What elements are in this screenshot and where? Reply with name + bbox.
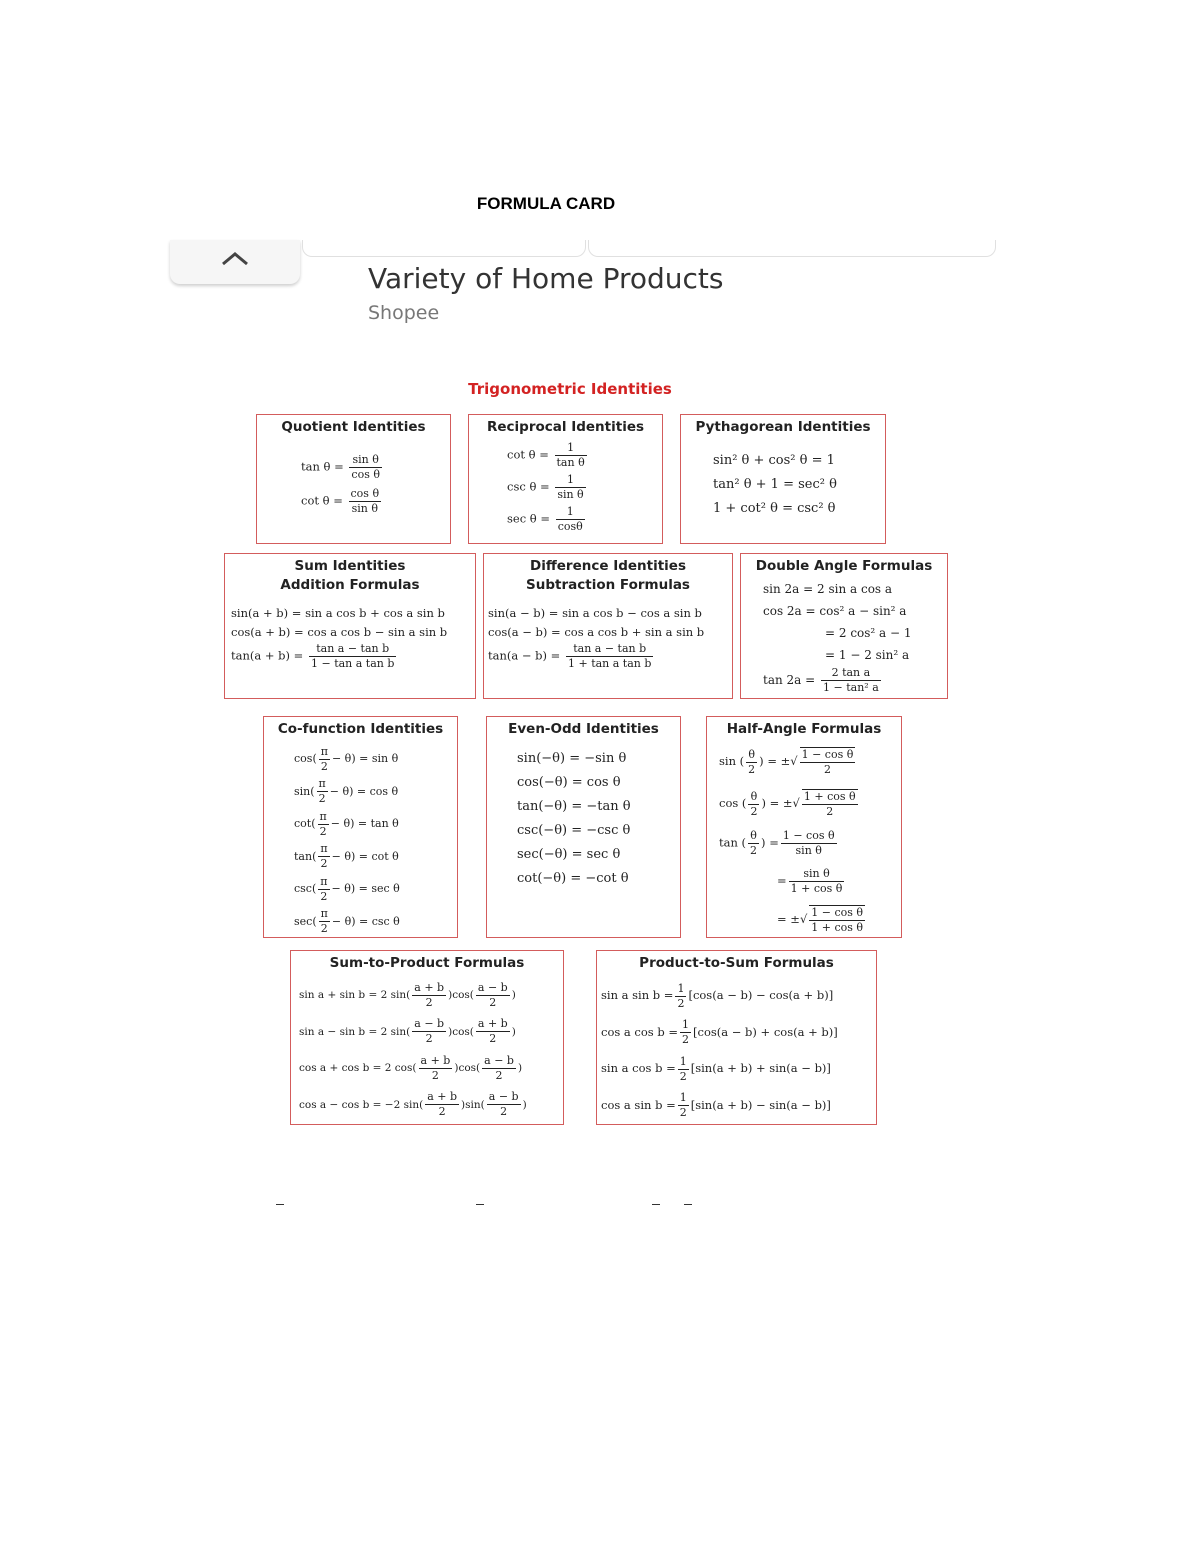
document-title: FORMULA CARD — [476, 194, 616, 213]
formula: tan(a + b) = $\frac{\text{tan a − tan b}}{\text{1 − tan a tan b}}$ — [231, 642, 395, 670]
box-title: Sum-to-Product Formulas — [329, 955, 525, 971]
divider-mark — [476, 1204, 484, 1205]
double-angle-box — [740, 553, 948, 699]
cofunction-box — [263, 716, 458, 938]
formula: cos ( $\frac{\theta}{2}$ ) = ±√ $\frac{\text{1 + cos θ}}{2}$ — [719, 789, 856, 818]
box-title: Product-to-Sum Formulas — [639, 955, 834, 971]
tab-outline — [302, 240, 586, 257]
formula: cos a + cos b = 2 cos( $\frac{a + b}{2}$ )cos( $\frac{a - b}{2}$ ) — [299, 1053, 523, 1082]
formula: sin² θ + cos² θ = 1 — [713, 453, 835, 468]
sum-identities-box — [224, 553, 476, 699]
formula: sec( $\frac{\pi}{2}$ − θ) = csc θ — [294, 907, 400, 935]
product-to-sum-box — [596, 950, 877, 1125]
formula: = $\frac{\text{sin θ}}{\text{1 + cos θ}}$ — [777, 867, 843, 895]
formula: tan( $\frac{\pi}{2}$ − θ) = cot θ — [294, 842, 399, 870]
formula: tan 2a = $\frac{\text{2 tan a}}{\text{1 − tan² a}}$ — [763, 666, 879, 694]
formula: cos(a − b) = cos a cos b + sin a sin b — [488, 625, 705, 639]
box-title: Sum Identities — [294, 558, 406, 574]
image-tab-bar — [170, 240, 996, 258]
formula: sin a + sin b = 2 sin( $\frac{a + b}{2}$ )cos( $\frac{a - b}{2}$ ) — [299, 980, 516, 1009]
box-subtitle: Subtraction Formulas — [526, 577, 690, 593]
formula: cos(a + b) = cos a cos b − sin a sin b — [231, 625, 448, 639]
quotient-box — [256, 414, 451, 544]
box-title: Difference Identities — [529, 558, 686, 574]
formula: sin 2a = 2 sin a cos a — [763, 582, 893, 596]
formula: 1 + cot² θ = csc² θ — [713, 501, 836, 516]
formula: cos 2a = cos² a − sin² a — [763, 604, 907, 618]
box-title: Reciprocal Identities — [486, 419, 645, 435]
box-title: Even-Odd Identities — [508, 721, 659, 737]
formula: sin a sin b = $\frac{1}{2}$ [cos(a − b) − cos(a + b)] — [601, 981, 834, 1010]
even-odd-box — [486, 716, 681, 938]
formula: cos a sin b = $\frac{1}{2}$ [sin(a + b) − sin(a − b)] — [601, 1091, 831, 1119]
formula: cos( $\frac{\pi}{2}$ − θ) = sin θ — [294, 744, 399, 773]
box-title: Double Angle Formulas — [755, 558, 933, 574]
formula: csc θ = $\frac{1}{\text{sin θ}}$ — [507, 473, 584, 501]
collapse-button[interactable] — [170, 240, 300, 284]
formula: sin( $\frac{\pi}{2}$ − θ) = cos θ — [294, 777, 399, 805]
product-store[interactable]: Shopee — [368, 302, 440, 324]
formula: sec θ = $\frac{1}{\cos\theta}$ — [507, 505, 583, 533]
formula: csc( $\frac{\pi}{2}$ − θ) = sec θ — [294, 874, 400, 903]
divider-mark — [684, 1204, 692, 1205]
formula: tan² θ + 1 = sec² θ — [713, 477, 837, 492]
box-title: Quotient Identities — [281, 419, 426, 435]
formula: tan ( $\frac{\theta}{2}$ ) = $\frac{\text{1 − cos θ}}{\text{sin θ}}$ — [719, 829, 835, 857]
product-title[interactable]: Variety of Home Products — [368, 262, 724, 295]
box-subtitle: Addition Formulas — [280, 577, 420, 593]
formula: = 2 cos² a − 1 — [825, 626, 912, 640]
pythagorean-box — [680, 414, 886, 544]
difference-identities-box — [483, 553, 733, 699]
box-title: Co-function Identities — [277, 721, 444, 737]
formula: sin a − sin b = 2 sin( $\frac{a - b}{2}$ )cos( $\frac{a + b}{2}$ ) — [299, 1017, 516, 1045]
formula: sin(a + b) = sin a cos b + cos a sin b — [231, 606, 445, 620]
formula: = 1 − 2 sin² a — [825, 648, 910, 662]
reciprocal-box — [468, 414, 663, 544]
formula: cot θ = $\frac{\text{cos θ}}{\text{sin θ}}$ — [301, 487, 380, 515]
chevron-up-icon — [220, 250, 250, 266]
sum-to-product-box — [290, 950, 564, 1125]
divider-mark — [652, 1204, 660, 1205]
formula: sin ( $\frac{\theta}{2}$ ) = ±√ $\frac{\text{1 − cos θ}}{2}$ — [719, 747, 854, 776]
formula: sin a cos b = $\frac{1}{2}$ [sin(a + b) + sin(a − b)] — [601, 1054, 831, 1083]
formula: cos(−θ) = cos θ — [517, 775, 621, 790]
formula: sin(−θ) = −sin θ — [517, 751, 627, 766]
box-title: Pythagorean Identities — [695, 419, 871, 435]
formula: cos a cos b = $\frac{1}{2}$ [cos(a − b) + cos(a + b)] — [601, 1018, 838, 1046]
tab-outline — [588, 240, 996, 257]
formula: tan(−θ) = −tan θ — [517, 799, 631, 814]
formula: tan(a − b) = $\frac{\text{tan a − tan b}}{\text{1 + tan a tan b}}$ — [488, 642, 652, 670]
formula: csc(−θ) = −csc θ — [517, 823, 631, 838]
formula: tan θ = $\frac{\text{sin θ}}{\text{cos θ}}$ — [301, 453, 380, 481]
formula: sin(a − b) = sin a cos b − cos a sin b — [488, 606, 702, 620]
formula: cot θ = $\frac{1}{\text{tan θ}}$ — [507, 441, 585, 469]
box-title: Half-Angle Formulas — [726, 721, 882, 737]
formula: cot( $\frac{\pi}{2}$ − θ) = tan θ — [294, 809, 399, 838]
card-heading: Trigonometric Identities — [468, 380, 672, 398]
formula: = ±√ $\frac{\text{1 − cos θ}}{\text{1 + cos θ}}$ — [777, 906, 864, 934]
half-angle-box — [706, 716, 902, 938]
formula: cos a − cos b = −2 sin( $\frac{a + b}{2}$ )sin( $\frac{a - b}{2}$ ) — [299, 1090, 527, 1118]
formula: sec(−θ) = sec θ — [517, 847, 621, 862]
formula: cot(−θ) = −cot θ — [517, 871, 629, 886]
divider-mark — [276, 1204, 284, 1205]
